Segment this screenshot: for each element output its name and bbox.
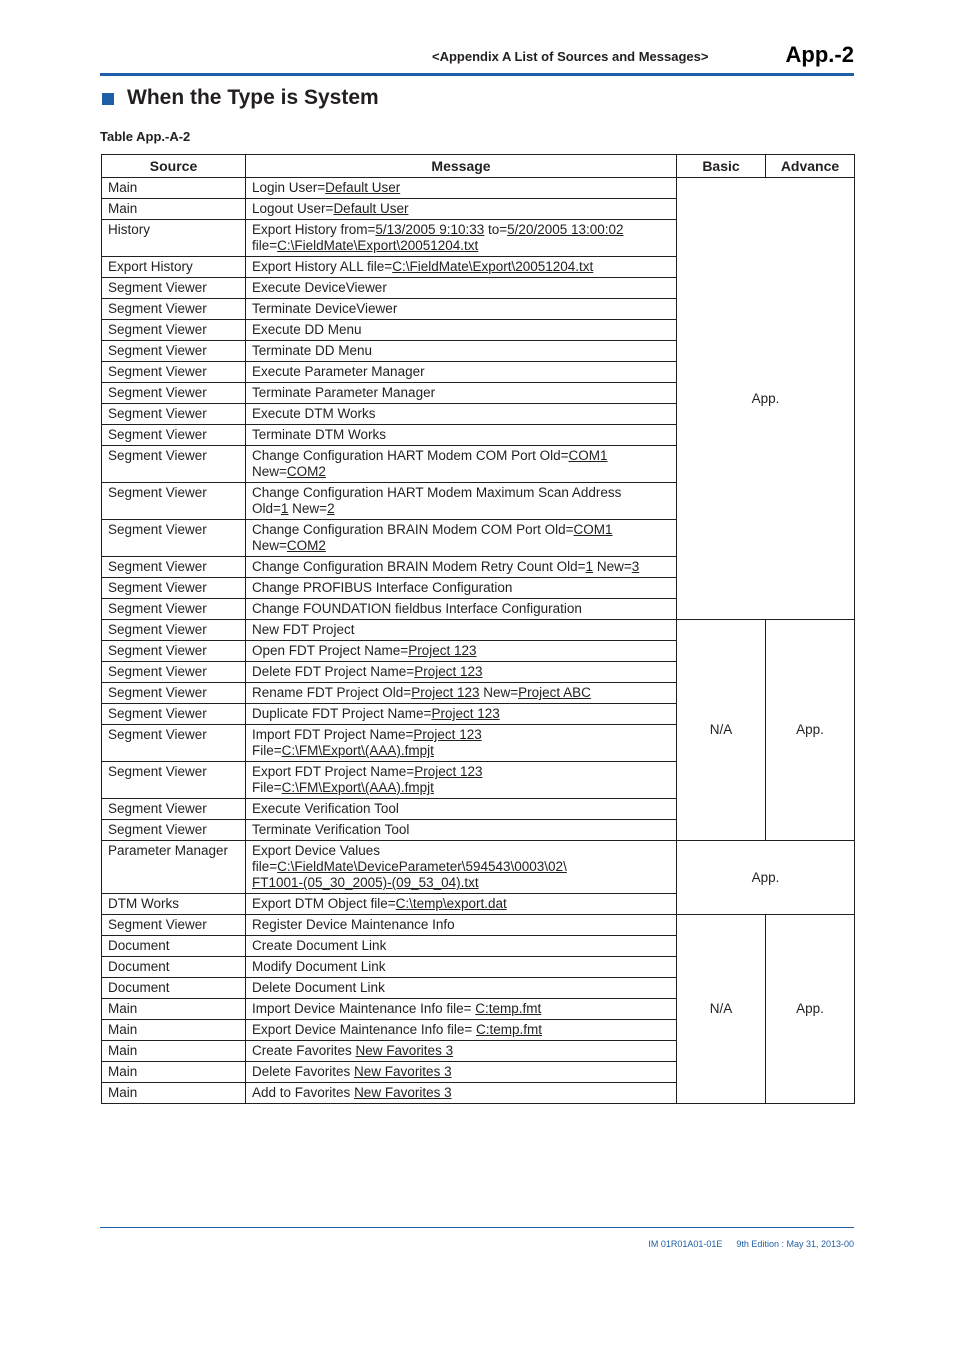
message-text: File= <box>252 743 282 758</box>
source-cell: Document <box>102 957 246 978</box>
message-value: 5/20/2005 13:00:02 <box>507 222 624 237</box>
source-cell: Segment Viewer <box>102 320 246 341</box>
message-text: Execute DD Menu <box>252 322 362 337</box>
message-cell <box>246 1020 677 1041</box>
table-row <box>102 620 855 641</box>
message-text: Rename FDT Project Old= <box>252 685 412 700</box>
message-text: file= <box>252 238 278 253</box>
source-cell: Segment Viewer <box>102 278 246 299</box>
message-value: 1 <box>280 501 289 516</box>
source-cell: Main <box>102 1041 246 1062</box>
running-header-title: <Appendix A List of Sources and Messages> <box>432 49 709 64</box>
source-cell: Document <box>102 978 246 999</box>
message-text: Export Device Maintenance Info file= <box>252 1022 476 1037</box>
message-cell <box>246 820 677 841</box>
message-cell <box>246 520 677 557</box>
source-cell: Segment Viewer <box>102 599 246 620</box>
source-cell: Segment Viewer <box>102 425 246 446</box>
message-value: New Favorites 3 <box>355 1043 454 1058</box>
message-text: Terminate DTM Works <box>252 427 387 442</box>
message-cell <box>246 178 677 199</box>
source-cell: Segment Viewer <box>102 704 246 725</box>
message-text: Create Document Link <box>252 938 387 953</box>
message-value: COM1 <box>568 448 608 463</box>
message-value: Default User <box>333 201 409 216</box>
message-text: New= <box>593 559 632 574</box>
message-text: Execute Verification Tool <box>252 801 399 816</box>
source-cell: Segment Viewer <box>102 446 246 483</box>
advance-cell: App. <box>766 915 855 1104</box>
message-cell <box>246 425 677 446</box>
message-text: to= <box>484 222 508 237</box>
source-cell: Main <box>102 1083 246 1104</box>
message-value: C:temp.fmt <box>476 1022 543 1037</box>
message-text: Add to Favorites <box>252 1085 355 1100</box>
square-bullet-icon <box>102 93 114 105</box>
message-value: 2 <box>327 501 335 516</box>
message-text: Terminate Verification Tool <box>252 822 410 837</box>
message-cell <box>246 362 677 383</box>
source-cell: Segment Viewer <box>102 683 246 704</box>
message-value: COM2 <box>286 464 326 479</box>
messages-table <box>101 154 855 1104</box>
message-cell <box>246 936 677 957</box>
message-text: New FDT Project <box>252 622 355 637</box>
message-value: 5/13/2005 9:10:33 <box>375 222 485 237</box>
message-text: Terminate DeviceViewer <box>252 301 398 316</box>
advance-cell: App. <box>766 620 855 841</box>
message-text: Change Configuration BRAIN Modem Retry Count Old= <box>252 559 586 574</box>
source-cell: Segment Viewer <box>102 362 246 383</box>
source-cell: Parameter Manager <box>102 841 246 894</box>
source-cell: Segment Viewer <box>102 620 246 641</box>
footer-doc-number: IM 01R01A01-01E <box>648 1239 723 1249</box>
message-cell <box>246 299 677 320</box>
message-cell <box>246 446 677 483</box>
source-cell: DTM Works <box>102 894 246 915</box>
message-text: Change PROFIBUS Interface Configuration <box>252 580 513 595</box>
message-cell <box>246 1062 677 1083</box>
source-cell: Segment Viewer <box>102 762 246 799</box>
message-cell <box>246 704 677 725</box>
source-cell: Segment Viewer <box>102 520 246 557</box>
message-value: FT1001-(05_30_2005)-(09_53_04).txt <box>252 875 479 890</box>
message-text: Terminate DD Menu <box>252 343 373 358</box>
basic-cell: N/A <box>677 620 766 841</box>
message-cell <box>246 957 677 978</box>
source-cell: Main <box>102 999 246 1020</box>
message-value: C:temp.fmt <box>475 1001 542 1016</box>
message-cell <box>246 999 677 1020</box>
availability-cell: App. <box>677 178 855 620</box>
message-value: Project 123 <box>413 727 482 742</box>
message-text: Old= <box>252 501 281 516</box>
message-cell <box>246 578 677 599</box>
table-row <box>102 178 855 199</box>
message-text: Execute DTM Works <box>252 406 376 421</box>
message-value: C:\FM\Export\(AAA).fmpjt <box>281 780 434 795</box>
message-value: 1 <box>585 559 594 574</box>
message-text: Open FDT Project Name= <box>252 643 409 658</box>
message-cell <box>246 662 677 683</box>
message-cell <box>246 278 677 299</box>
message-value: New Favorites 3 <box>354 1064 452 1079</box>
message-text: Change Configuration HART Modem COM Port Old= <box>252 448 569 463</box>
message-text: Delete FDT Project Name= <box>252 664 415 679</box>
message-text: Delete Document Link <box>252 980 385 995</box>
message-value: C:\FieldMate\DeviceParameter\594543\0003\02\ <box>277 859 567 874</box>
table-header-row <box>102 155 855 178</box>
source-cell: Segment Viewer <box>102 915 246 936</box>
column-header-basic: Basic <box>677 155 766 178</box>
message-cell <box>246 341 677 362</box>
message-cell <box>246 483 677 520</box>
message-text: Change FOUNDATION fieldbus Interface Configuration <box>252 601 582 616</box>
message-text: Export FDT Project Name= <box>252 764 415 779</box>
message-value: C:\temp\export.dat <box>395 896 507 911</box>
message-cell <box>246 383 677 404</box>
table-row <box>102 841 855 894</box>
message-value: 3 <box>631 559 640 574</box>
message-value: Project 123 <box>408 643 477 658</box>
message-cell <box>246 725 677 762</box>
message-cell <box>246 915 677 936</box>
message-text: Delete Favorites <box>252 1064 355 1079</box>
message-value: C:\FieldMate\Export\20051204.txt <box>392 259 594 274</box>
message-cell <box>246 320 677 341</box>
message-cell <box>246 404 677 425</box>
source-cell: Segment Viewer <box>102 578 246 599</box>
message-text: Import Device Maintenance Info file= <box>252 1001 476 1016</box>
message-text: Logout User= <box>252 201 334 216</box>
message-cell <box>246 599 677 620</box>
message-text: New= <box>252 538 287 553</box>
message-cell <box>246 799 677 820</box>
message-cell <box>246 841 677 894</box>
message-text: Register Device Maintenance Info <box>252 917 455 932</box>
message-cell <box>246 257 677 278</box>
message-text: Execute Parameter Manager <box>252 364 425 379</box>
message-cell <box>246 220 677 257</box>
message-cell <box>246 641 677 662</box>
message-text: Terminate Parameter Manager <box>252 385 436 400</box>
message-cell <box>246 894 677 915</box>
message-text: File= <box>252 780 282 795</box>
message-value: Project ABC <box>518 685 591 700</box>
message-text: Export DTM Object file= <box>252 896 396 911</box>
basic-cell: N/A <box>677 915 766 1104</box>
source-cell: Segment Viewer <box>102 725 246 762</box>
column-header-source: Source <box>102 155 246 178</box>
source-cell: Segment Viewer <box>102 557 246 578</box>
source-cell: History <box>102 220 246 257</box>
message-text: Duplicate FDT Project Name= <box>252 706 432 721</box>
message-value: Project 123 <box>431 706 500 721</box>
message-text: New= <box>479 685 519 700</box>
column-header-message: Message <box>246 155 677 178</box>
source-cell: Segment Viewer <box>102 383 246 404</box>
source-cell: Segment Viewer <box>102 483 246 520</box>
footer-rule <box>100 1227 854 1228</box>
source-cell: Segment Viewer <box>102 641 246 662</box>
source-cell: Segment Viewer <box>102 820 246 841</box>
message-text: Export History from= <box>252 222 376 237</box>
message-value: COM1 <box>573 522 613 537</box>
message-cell <box>246 1083 677 1104</box>
header-rule <box>100 73 854 76</box>
message-value: Default User <box>325 180 401 195</box>
footer <box>634 1239 854 1249</box>
message-text: Modify Document Link <box>252 959 386 974</box>
message-text: Change Configuration HART Modem Maximum Scan Address <box>252 485 622 500</box>
message-value: Project 123 <box>411 685 480 700</box>
message-text: Login User= <box>252 180 326 195</box>
message-text: Export Device Values <box>252 843 381 858</box>
footer-edition: 9th Edition : May 31, 2013-00 <box>736 1239 854 1249</box>
message-text: Export History ALL file= <box>252 259 393 274</box>
message-text: Change Configuration BRAIN Modem COM Port Old= <box>252 522 574 537</box>
message-value: C:\FieldMate\Export\20051204.txt <box>277 238 479 253</box>
source-cell: Main <box>102 199 246 220</box>
column-header-advance: Advance <box>766 155 855 178</box>
message-cell <box>246 199 677 220</box>
source-cell: Main <box>102 178 246 199</box>
message-text: file= <box>252 859 278 874</box>
source-cell: Main <box>102 1020 246 1041</box>
source-cell: Export History <box>102 257 246 278</box>
table-row <box>102 915 855 936</box>
message-value: Project 123 <box>414 664 483 679</box>
message-cell <box>246 620 677 641</box>
section-title: When the Type is System <box>127 86 379 109</box>
message-value: New Favorites 3 <box>354 1085 452 1100</box>
message-text: Import FDT Project Name= <box>252 727 414 742</box>
source-cell: Main <box>102 1062 246 1083</box>
message-value: COM2 <box>286 538 326 553</box>
table-caption: Table App.-A-2 <box>100 129 191 144</box>
source-cell: Segment Viewer <box>102 799 246 820</box>
source-cell: Segment Viewer <box>102 341 246 362</box>
page-number: App.-2 <box>785 42 854 67</box>
source-cell: Document <box>102 936 246 957</box>
table-body <box>102 178 855 1104</box>
message-text: Execute DeviceViewer <box>252 280 387 295</box>
message-cell <box>246 762 677 799</box>
message-value: Project 123 <box>414 764 483 779</box>
message-cell <box>246 683 677 704</box>
message-value: C:\FM\Export\(AAA).fmpjt <box>281 743 434 758</box>
message-cell <box>246 978 677 999</box>
message-cell <box>246 557 677 578</box>
availability-cell: App. <box>677 841 855 915</box>
message-cell <box>246 1041 677 1062</box>
message-text: Create Favorites <box>252 1043 356 1058</box>
source-cell: Segment Viewer <box>102 662 246 683</box>
source-cell: Segment Viewer <box>102 299 246 320</box>
source-cell: Segment Viewer <box>102 404 246 425</box>
message-text: New= <box>288 501 328 516</box>
message-text: New= <box>252 464 287 479</box>
